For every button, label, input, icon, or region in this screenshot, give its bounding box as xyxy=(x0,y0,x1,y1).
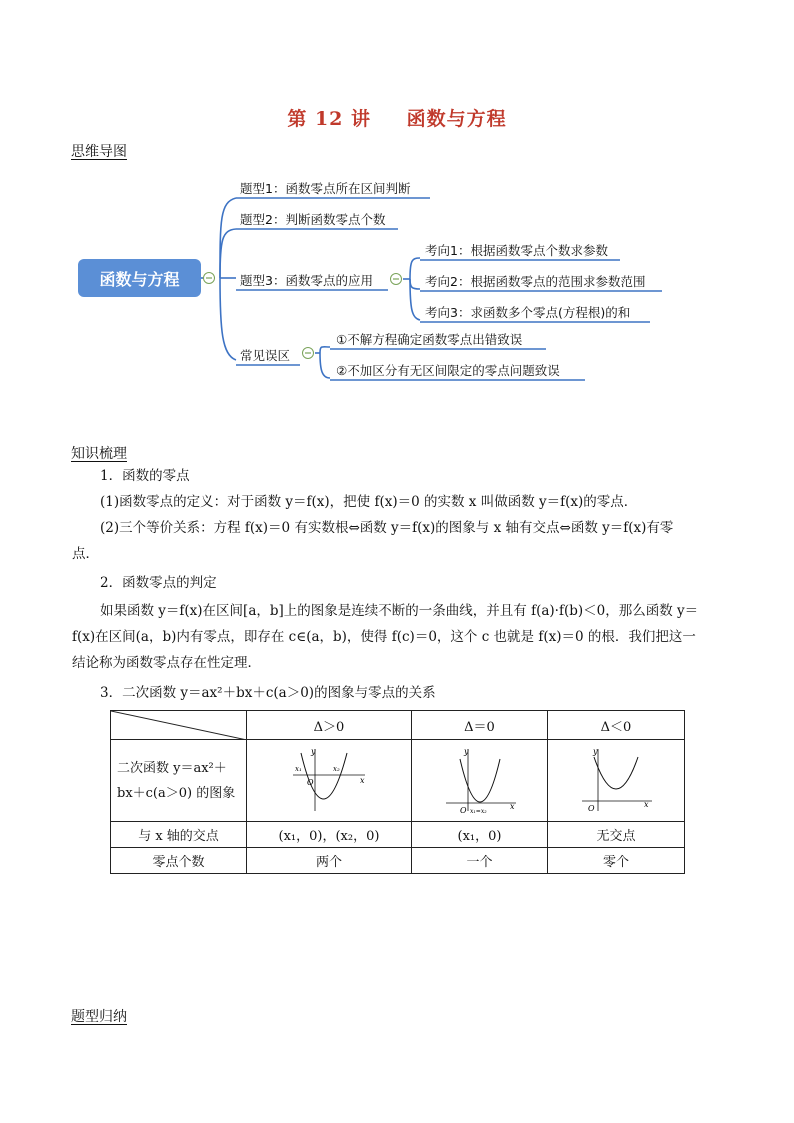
section-mindmap-heading: 思维导图 xyxy=(71,144,127,160)
section-knowledge-heading: 知识梳理 xyxy=(71,446,127,462)
page-title xyxy=(0,104,794,131)
mind-map-root[interactable]: 函数与方程 xyxy=(78,259,201,297)
table-row xyxy=(111,848,685,874)
axis-y: y xyxy=(311,746,316,756)
branch-type1[interactable]: 题型1：函数零点所在区间判断 xyxy=(240,181,411,196)
root-x2: x₂ xyxy=(333,764,340,773)
para-equivalence-2: 点． xyxy=(72,546,99,562)
axis-y: y xyxy=(593,746,598,756)
axis-x: x xyxy=(509,801,515,811)
graph-no-root xyxy=(548,740,685,822)
parabola-one-root-graph xyxy=(440,745,520,817)
sub-direction3[interactable]: 考向3：求函数多个零点(方程根)的和 xyxy=(425,305,631,320)
parabola-no-root-graph xyxy=(576,745,656,817)
cell-intersection-none: 无交点 xyxy=(548,822,685,848)
parabola-two-roots-graph xyxy=(289,745,369,817)
branch-type3[interactable]: 题型3：函数零点的应用 xyxy=(240,273,373,288)
row-graph-label: 二次函数 y＝ax²＋bx＋c(a＞0) 的图象 xyxy=(111,740,247,822)
para-theorem-2: f(x)在区间(a，b)内有零点，即存在 c∈(a，b)，使得 f(c)＝0，这个 c 也就是 f(x)＝0 的根．我们把这一 xyxy=(72,629,696,645)
lesson-number: 第 12 讲 xyxy=(287,108,372,130)
lesson-topic: 函数与方程 xyxy=(406,108,507,130)
axis-x: x xyxy=(360,775,365,785)
origin: O xyxy=(459,805,467,815)
row-zero-count-label: 零点个数 xyxy=(111,848,247,874)
header-delta-positive: Δ＞0 xyxy=(247,711,412,740)
table-corner-cell xyxy=(111,711,247,740)
origin: O xyxy=(588,803,595,813)
branch-type2[interactable]: 题型2：判断函数零点个数 xyxy=(240,212,386,227)
axis-x: x xyxy=(644,799,649,809)
para-definition: (1)函数零点的定义：对于函数 y＝f(x)，把使 f(x)＝0 的实数 x 叫做函数 y＝f(x)的零点． xyxy=(100,494,638,510)
root-x1: x₁ xyxy=(295,764,302,773)
cell-count-two: 两个 xyxy=(247,848,412,874)
diagonal-line xyxy=(111,711,247,740)
double-root: x₁=x₂ xyxy=(469,807,487,815)
sub-direction1[interactable]: 考向1：根据函数零点个数求参数 xyxy=(425,243,608,258)
header-delta-negative: Δ＜0 xyxy=(548,711,685,740)
heading-zero-point: 1．函数的零点 xyxy=(100,468,190,484)
cell-intersection-two: (x₁，0)，(x₂，0) xyxy=(247,822,412,848)
mind-map xyxy=(0,160,794,400)
para-equivalence-1: (2)三个等价关系：方程 f(x)＝0 有实数根⇔函数 y＝f(x)的图象与 x 轴有交点⇔函数 y＝f(x)有零 xyxy=(100,520,674,536)
mistake1[interactable]: ①不解方程确定函数零点出错致误 xyxy=(336,332,523,347)
sub-direction2[interactable]: 考向2：根据函数零点的范围求参数范围 xyxy=(425,274,646,289)
heading-quadratic: 3．二次函数 y＝ax²＋bx＋c(a＞0)的图象与零点的关系 xyxy=(100,685,436,701)
para-theorem-1: 如果函数 y＝f(x)在区间[a，b]上的图象是连续不断的一条曲线，并且有 f(a)·f(b)＜0，那么函数 y＝ xyxy=(100,603,699,619)
table-header-row xyxy=(111,711,685,740)
mistake2[interactable]: ②不加区分有无区间限定的零点问题致误 xyxy=(336,363,560,378)
cell-count-zero: 零个 xyxy=(548,848,685,874)
section-types-heading: 题型归纳 xyxy=(71,1009,127,1025)
cell-count-one: 一个 xyxy=(412,848,548,874)
row-intersection-label: 与 x 轴的交点 xyxy=(111,822,247,848)
graph-two-roots xyxy=(247,740,412,822)
origin: O xyxy=(307,777,314,787)
quadratic-table xyxy=(110,710,685,874)
table-row xyxy=(111,740,685,822)
graph-one-root xyxy=(412,740,548,822)
header-delta-zero: Δ＝0 xyxy=(412,711,548,740)
table-row xyxy=(111,822,685,848)
cell-intersection-one: (x₁，0) xyxy=(412,822,548,848)
para-theorem-3: 结论称为函数零点存在性定理． xyxy=(72,655,261,671)
axis-y: y xyxy=(463,746,469,756)
branch-common-mistakes[interactable]: 常见误区 xyxy=(240,348,291,363)
heading-judgement: 2．函数零点的判定 xyxy=(100,575,217,591)
